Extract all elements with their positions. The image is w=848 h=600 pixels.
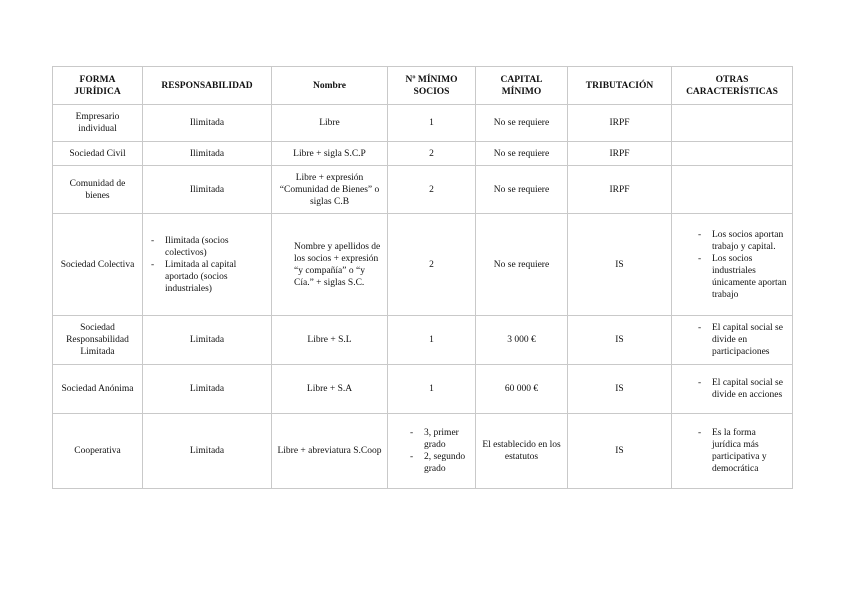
list-item: - 3, primer grado bbox=[407, 427, 470, 451]
header-responsabilidad: RESPONSABILIDAD bbox=[143, 67, 272, 105]
cell-responsabilidad: Ilimitada bbox=[143, 142, 272, 166]
cell-otras bbox=[672, 214, 793, 316]
nombre-text: Nombre y apellidos de los socios + expresión “y compañía” o “y Cía.” + siglas S.C. bbox=[294, 241, 381, 288]
header-forma-juridica: FORMA JURÍDICA bbox=[53, 67, 143, 105]
cell-forma: Sociedad Civil bbox=[53, 142, 143, 166]
cell-otras bbox=[672, 365, 793, 414]
cell-forma: Sociedad Responsabilidad Limitada bbox=[53, 316, 143, 365]
list-item: - Es la forma jurídica más participativa y democrática bbox=[695, 427, 787, 475]
cell-capital: No se requiere bbox=[476, 142, 568, 166]
cell-tributacion: IRPF bbox=[568, 166, 672, 214]
cell-tributacion: IS bbox=[568, 414, 672, 489]
table-row bbox=[53, 142, 793, 166]
cell-capital: El establecido en los estatutos bbox=[476, 414, 568, 489]
table-header-row bbox=[53, 67, 793, 105]
header-nombre: Nombre bbox=[272, 67, 388, 105]
cell-socios bbox=[388, 414, 476, 489]
list-item: - Limitada al capital aportado (socios industriales) bbox=[148, 259, 266, 295]
cell-nombre: Libre bbox=[272, 105, 388, 142]
responsabilidad-list bbox=[148, 235, 266, 295]
cell-responsabilidad: Ilimitada bbox=[143, 105, 272, 142]
cell-nombre: Libre + expresión “Comunidad de Bienes” o siglas C.B bbox=[272, 166, 388, 214]
table-row bbox=[53, 105, 793, 142]
table-row bbox=[53, 365, 793, 414]
cell-capital: No se requiere bbox=[476, 105, 568, 142]
table-row bbox=[53, 414, 793, 489]
cell-socios: 1 bbox=[388, 316, 476, 365]
cell-otras bbox=[672, 166, 793, 214]
cell-otras bbox=[672, 414, 793, 489]
cell-capital: No se requiere bbox=[476, 214, 568, 316]
cell-capital: 60 000 € bbox=[476, 365, 568, 414]
cell-tributacion: IS bbox=[568, 316, 672, 365]
cell-responsabilidad: Ilimitada bbox=[143, 166, 272, 214]
list-item: - El capital social se divide en participaciones bbox=[695, 322, 787, 358]
cell-capital: No se requiere bbox=[476, 166, 568, 214]
cell-tributacion: IRPF bbox=[568, 105, 672, 142]
header-otras-caracteristicas: OTRAS CARACTERÍSTICAS bbox=[672, 67, 793, 105]
socios-list bbox=[393, 427, 470, 475]
cell-nombre: Libre + abreviatura S.Coop bbox=[272, 414, 388, 489]
header-minimo-socios: Nº MÍNIMO SOCIOS bbox=[388, 67, 476, 105]
cell-tributacion: IS bbox=[568, 214, 672, 316]
cell-forma: Sociedad Colectiva bbox=[53, 214, 143, 316]
table-row bbox=[53, 316, 793, 365]
list-item: - Ilimitada (socios colectivos) bbox=[148, 235, 266, 259]
cell-nombre: Libre + S.A bbox=[272, 365, 388, 414]
cell-socios: 2 bbox=[388, 166, 476, 214]
list-item: - Los socios aportan trabajo y capital. bbox=[695, 229, 787, 253]
cell-otras bbox=[672, 105, 793, 142]
cell-nombre: Libre + sigla S.C.P bbox=[272, 142, 388, 166]
cell-capital: 3 000 € bbox=[476, 316, 568, 365]
cell-socios: 1 bbox=[388, 365, 476, 414]
cell-socios: 2 bbox=[388, 214, 476, 316]
cell-tributacion: IRPF bbox=[568, 142, 672, 166]
cell-responsabilidad bbox=[143, 214, 272, 316]
cell-otras bbox=[672, 142, 793, 166]
cell-nombre: Libre + S.L bbox=[272, 316, 388, 365]
cell-forma: Sociedad Anónima bbox=[53, 365, 143, 414]
table-row bbox=[53, 214, 793, 316]
list-item: - El capital social se divide en acciones bbox=[695, 377, 787, 401]
cell-nombre bbox=[272, 214, 388, 316]
otras-list bbox=[677, 377, 787, 401]
cell-socios: 2 bbox=[388, 142, 476, 166]
table-row bbox=[53, 166, 793, 214]
cell-responsabilidad: Limitada bbox=[143, 365, 272, 414]
list-item: - 2, segundo grado bbox=[407, 451, 470, 475]
header-capital-minimo: CAPITAL MÍNIMO bbox=[476, 67, 568, 105]
cell-forma: Comunidad de bienes bbox=[53, 166, 143, 214]
cell-responsabilidad: Limitada bbox=[143, 414, 272, 489]
cell-forma: Cooperativa bbox=[53, 414, 143, 489]
cell-socios: 1 bbox=[388, 105, 476, 142]
cell-tributacion: IS bbox=[568, 365, 672, 414]
otras-list bbox=[677, 427, 787, 475]
list-item: - Los socios industriales únicamente aportan trabajo bbox=[695, 253, 787, 301]
otras-list bbox=[677, 229, 787, 301]
header-tributacion: TRIBUTACIÓN bbox=[568, 67, 672, 105]
cell-responsabilidad: Limitada bbox=[143, 316, 272, 365]
otras-list bbox=[677, 322, 787, 358]
cell-forma: Empresario individual bbox=[53, 105, 143, 142]
cell-otras bbox=[672, 316, 793, 365]
legal-forms-table bbox=[52, 66, 793, 489]
